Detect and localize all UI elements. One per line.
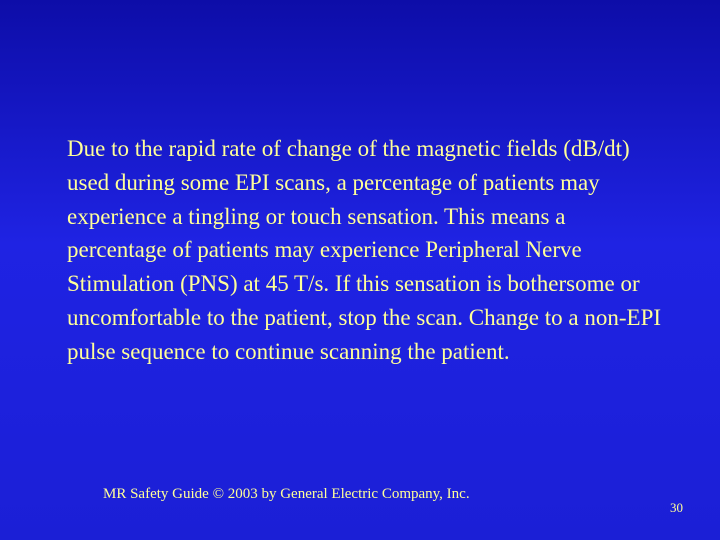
slide-footer: MR Safety Guide © 2003 by General Electric Company, Inc. [103, 486, 470, 502]
slide-page-number: 30 [670, 500, 683, 515]
slide-body-text: Due to the rapid rate of change of the magnetic fields (dB/dt) used during some EPI scans, a percentage of patients may experience a tingling or touch sensation. This means a percentage of patients may experience Peripheral Nerve Stimulation (PNS) at 45 T/s. If this sensation is bothersome or uncomfortable to the patient, stop the scan. Change to a non-EPI pulse sequence to continue scanning the patient. [67, 136, 662, 364]
